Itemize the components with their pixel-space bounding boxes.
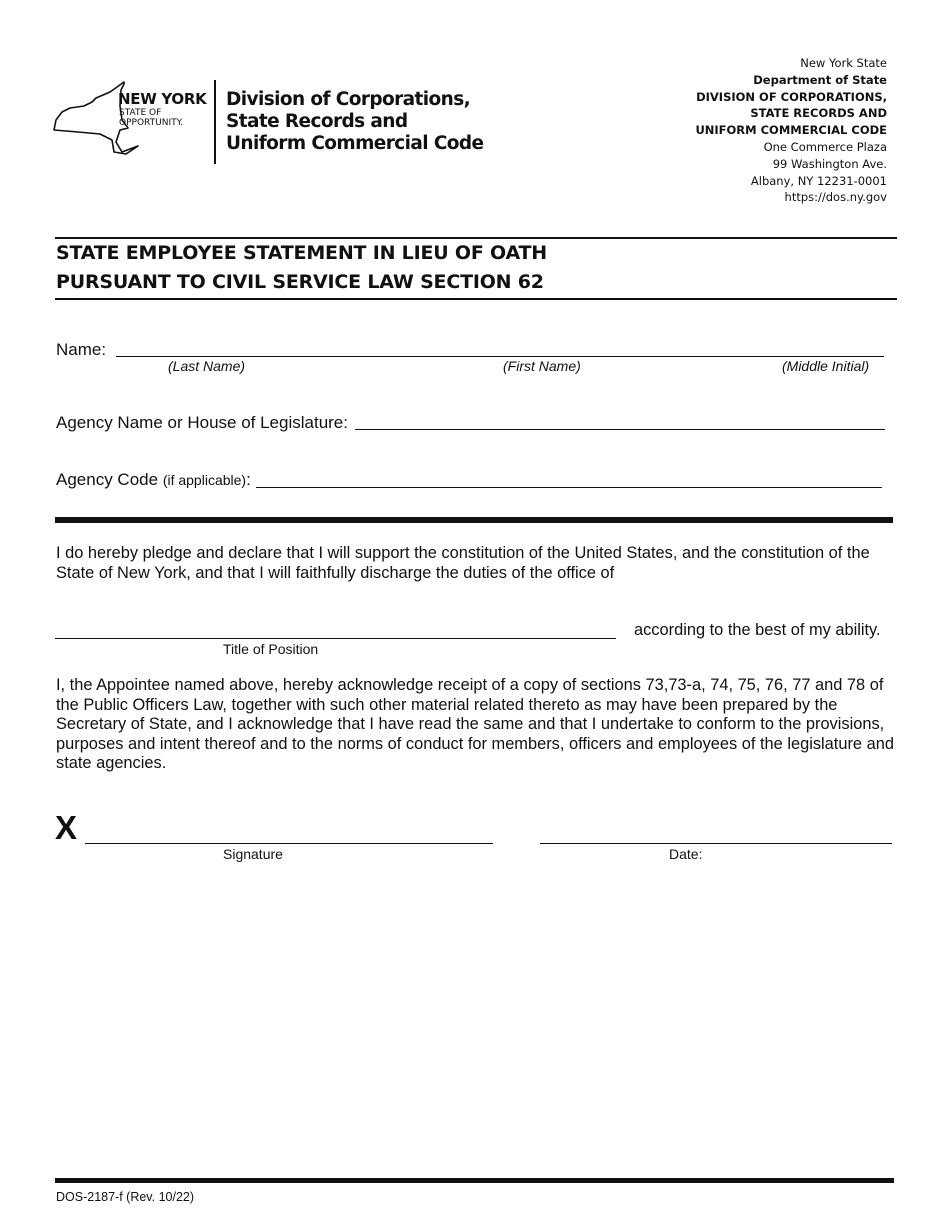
signature-x-mark: X	[55, 809, 78, 846]
form-title: STATE EMPLOYEE STATEMENT IN LIEU OF OATH PURSUANT TO CIVIL SERVICE LAW SECTION 62	[56, 242, 547, 293]
logo-new-york-text: NEW YORK	[118, 90, 207, 108]
date-caption: Date:	[669, 846, 703, 862]
form-number: DOS-2187-f (Rev. 10/22)	[56, 1190, 195, 1204]
division-name-line: State Records and	[226, 111, 408, 132]
name-label: Name:	[56, 340, 107, 359]
date-input-line[interactable]	[540, 828, 892, 844]
division-name-line: Division of Corporations,	[226, 89, 471, 110]
agency-name-input-line[interactable]	[355, 414, 885, 430]
ability-text: according to the best of my ability.	[634, 621, 881, 639]
footer-rule	[55, 1178, 894, 1183]
pledge-text: I do hereby pledge and declare that I will support the constitution of the United States, and the constitution of the State of New York, and that I will faithfully discharge the duties of the office of	[56, 544, 870, 582]
address-website: https://dos.ny.gov	[784, 190, 887, 205]
agency-code-note: (if applicable)	[162, 472, 247, 488]
division-name	[226, 89, 486, 155]
address-department: Department of State	[753, 72, 887, 87]
signature-caption: Signature	[223, 846, 283, 862]
middle-initial-caption: (Middle Initial)	[782, 358, 870, 374]
address-division-line: DIVISION OF CORPORATIONS,	[696, 89, 887, 104]
agency-code-input-line[interactable]	[256, 472, 882, 488]
position-title-input-line[interactable]	[55, 624, 616, 639]
address-state: New York State	[800, 56, 887, 70]
acknowledgment-text: I, the Appointee named above, hereby acknowledge receipt of a copy of sections 73,73-a, 74, 75, 76, 77 and 78 of the Public Officers Law, together with such other material related thereto as may have been prepared by the Secretary of State, and I acknowledge that I have read the same and that I undertake to conform to the provisions, purposes and intent thereof and to the norms of conduct for members, officers and employees of the legislature and state agencies.	[56, 676, 894, 773]
signature-input-line[interactable]	[85, 828, 493, 844]
section-divider	[55, 517, 893, 523]
department-address	[695, 55, 887, 206]
address-division-line: STATE RECORDS AND	[750, 106, 887, 121]
division-name-line: Uniform Commercial Code	[226, 133, 484, 154]
address-street: One Commerce Plaza	[763, 139, 887, 154]
title-bottom-rule	[55, 298, 897, 300]
agency-name-label: Agency Name or House of Legislature:	[56, 413, 348, 432]
agency-code-label: Agency Code (if applicable):	[56, 470, 251, 489]
last-name-caption: (Last Name)	[168, 358, 246, 374]
address-city: Albany, NY 12231-0001	[750, 173, 887, 188]
name-input-line[interactable]	[116, 341, 884, 357]
logo-divider	[214, 80, 216, 164]
address-street: 99 Washington Ave.	[772, 156, 887, 171]
logo-tagline: STATE OF OPPORTUNITY.	[119, 108, 184, 128]
first-name-caption: (First Name)	[503, 358, 581, 374]
address-division-line: UNIFORM COMMERCIAL CODE	[695, 123, 887, 138]
position-title-caption: Title of Position	[223, 641, 319, 657]
